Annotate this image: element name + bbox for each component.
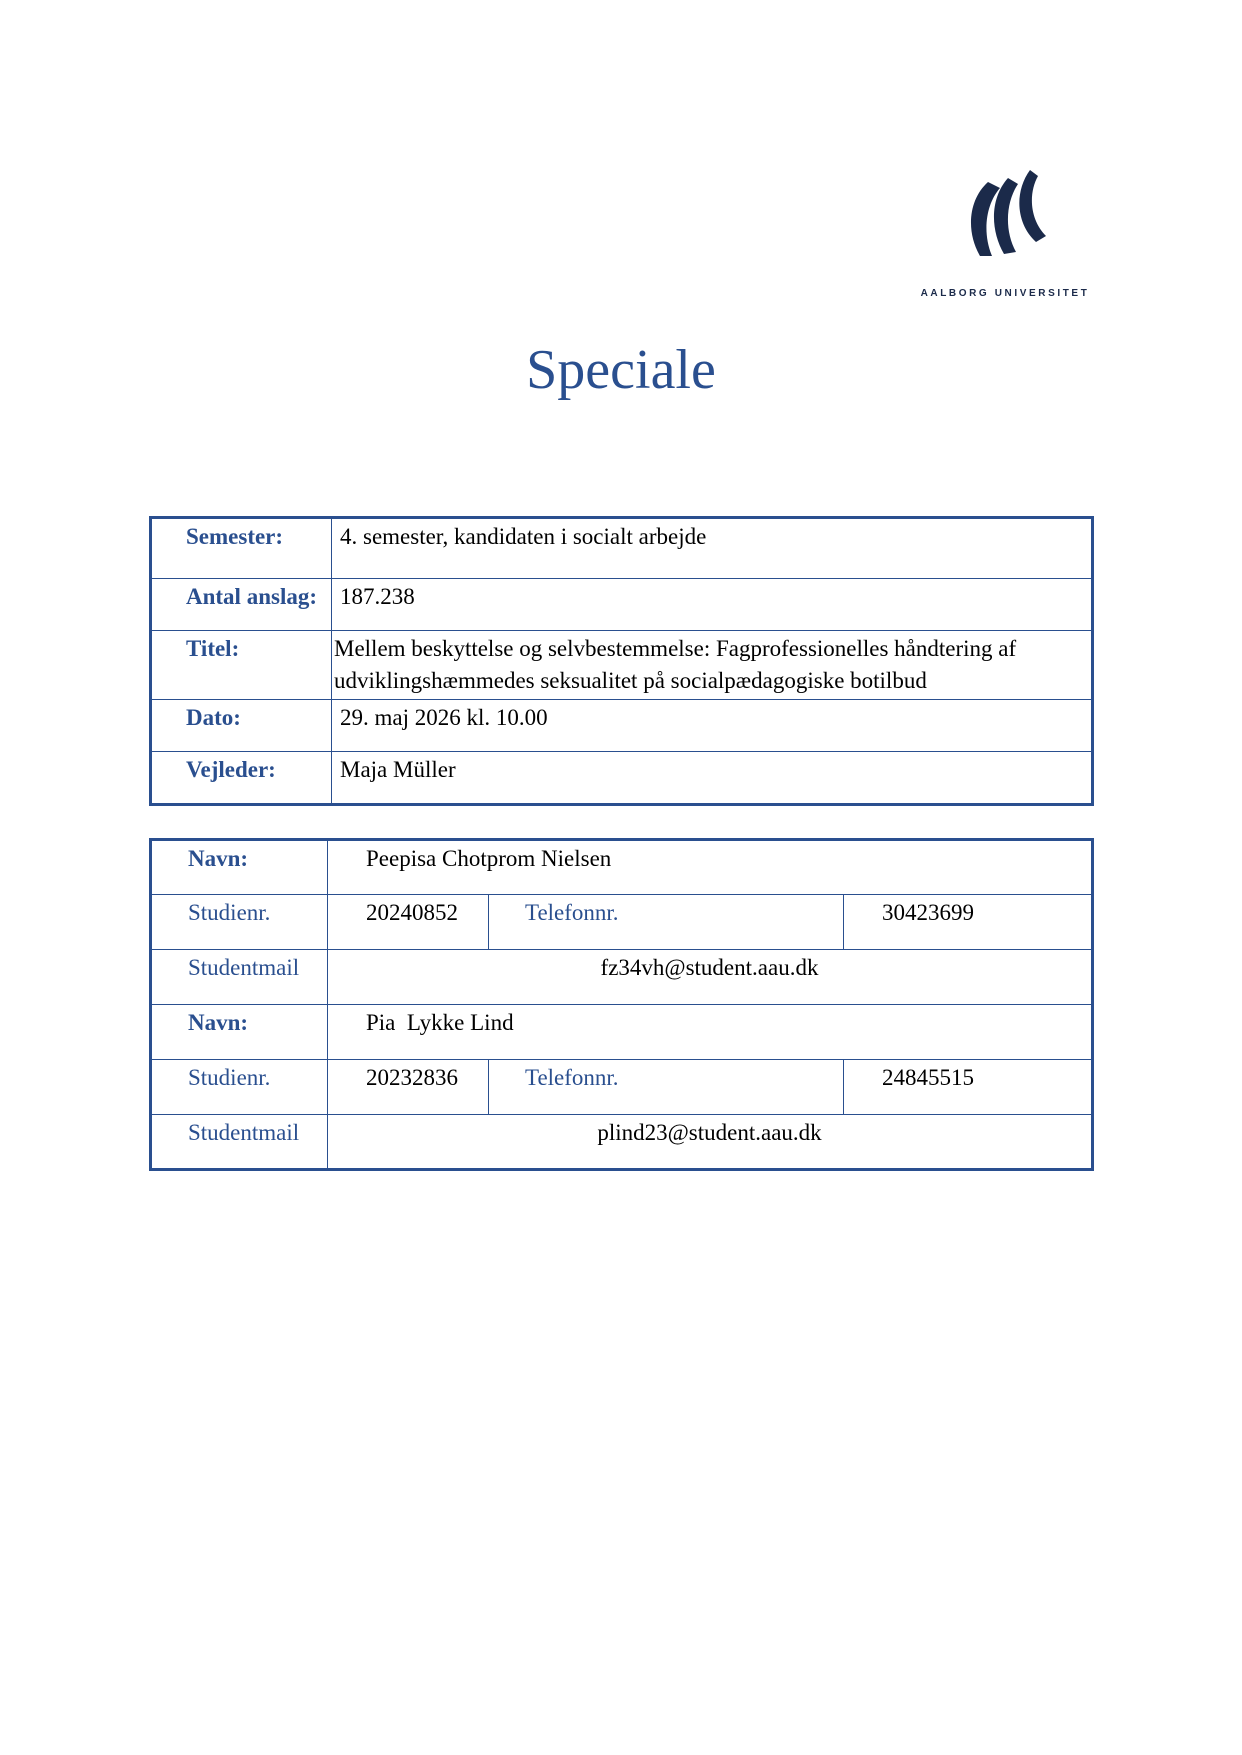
vejleder-value: Maja Müller (332, 752, 1093, 805)
student-2-telefon-label: Telefonnr. (489, 1060, 844, 1115)
student-2-mail-label: Studentmail (151, 1115, 328, 1170)
student-1-studienr-label: Studienr. (151, 895, 328, 950)
student-1-mail-label: Studentmail (151, 950, 328, 1005)
table-row (151, 840, 1093, 895)
anslag-label: Antal anslag: (151, 579, 332, 631)
table-row (151, 700, 1093, 752)
dato-value: 29. maj 2026 kl. 10.00 (332, 700, 1093, 752)
university-logo (915, 170, 1095, 310)
student-1-name: Peepisa Chotprom Nielsen (328, 840, 1093, 895)
student-1-name-label: Navn: (151, 840, 328, 895)
vejleder-label: Vejleder: (151, 752, 332, 805)
anslag-value: 187.238 (332, 579, 1093, 631)
titel-label: Titel: (151, 631, 332, 700)
student-2-studienr: 20232836 (328, 1060, 489, 1115)
thesis-info-table (149, 516, 1094, 806)
semester-label: Semester: (151, 518, 332, 579)
student-1-telefon-label: Telefonnr. (489, 895, 844, 950)
student-2-name-label: Navn: (151, 1005, 328, 1060)
dato-label: Dato: (151, 700, 332, 752)
aau-wave-icon (960, 170, 1060, 265)
table-row (151, 579, 1093, 631)
student-2-telefon: 24845515 (844, 1060, 1093, 1115)
students-table (149, 838, 1094, 1171)
student-1-mail: fz34vh@student.aau.dk (328, 950, 1093, 1005)
student-2-name: Pia Lykke Lind (328, 1005, 1093, 1060)
table-row (151, 518, 1093, 579)
table-row (151, 631, 1093, 700)
table-row (151, 950, 1093, 1005)
logo-text: AALBORG UNIVERSITET (920, 288, 1090, 299)
table-row (151, 895, 1093, 950)
page-title: Speciale (526, 339, 716, 401)
table-row (151, 1060, 1093, 1115)
titel-value: Mellem beskyttelse og selvbestemmelse: Fagprofessionelles håndtering af udviklingshæmmedes seksualitet på socialpædagogiske botilbud (332, 631, 1093, 700)
student-2-studienr-label: Studienr. (151, 1060, 328, 1115)
table-row (151, 1005, 1093, 1060)
student-1-studienr: 20240852 (328, 895, 489, 950)
semester-value: 4. semester, kandidaten i socialt arbejde (332, 518, 1093, 579)
student-2-mail: plind23@student.aau.dk (328, 1115, 1093, 1170)
student-1-telefon: 30423699 (844, 895, 1093, 950)
table-row (151, 1115, 1093, 1170)
table-row (151, 752, 1093, 805)
